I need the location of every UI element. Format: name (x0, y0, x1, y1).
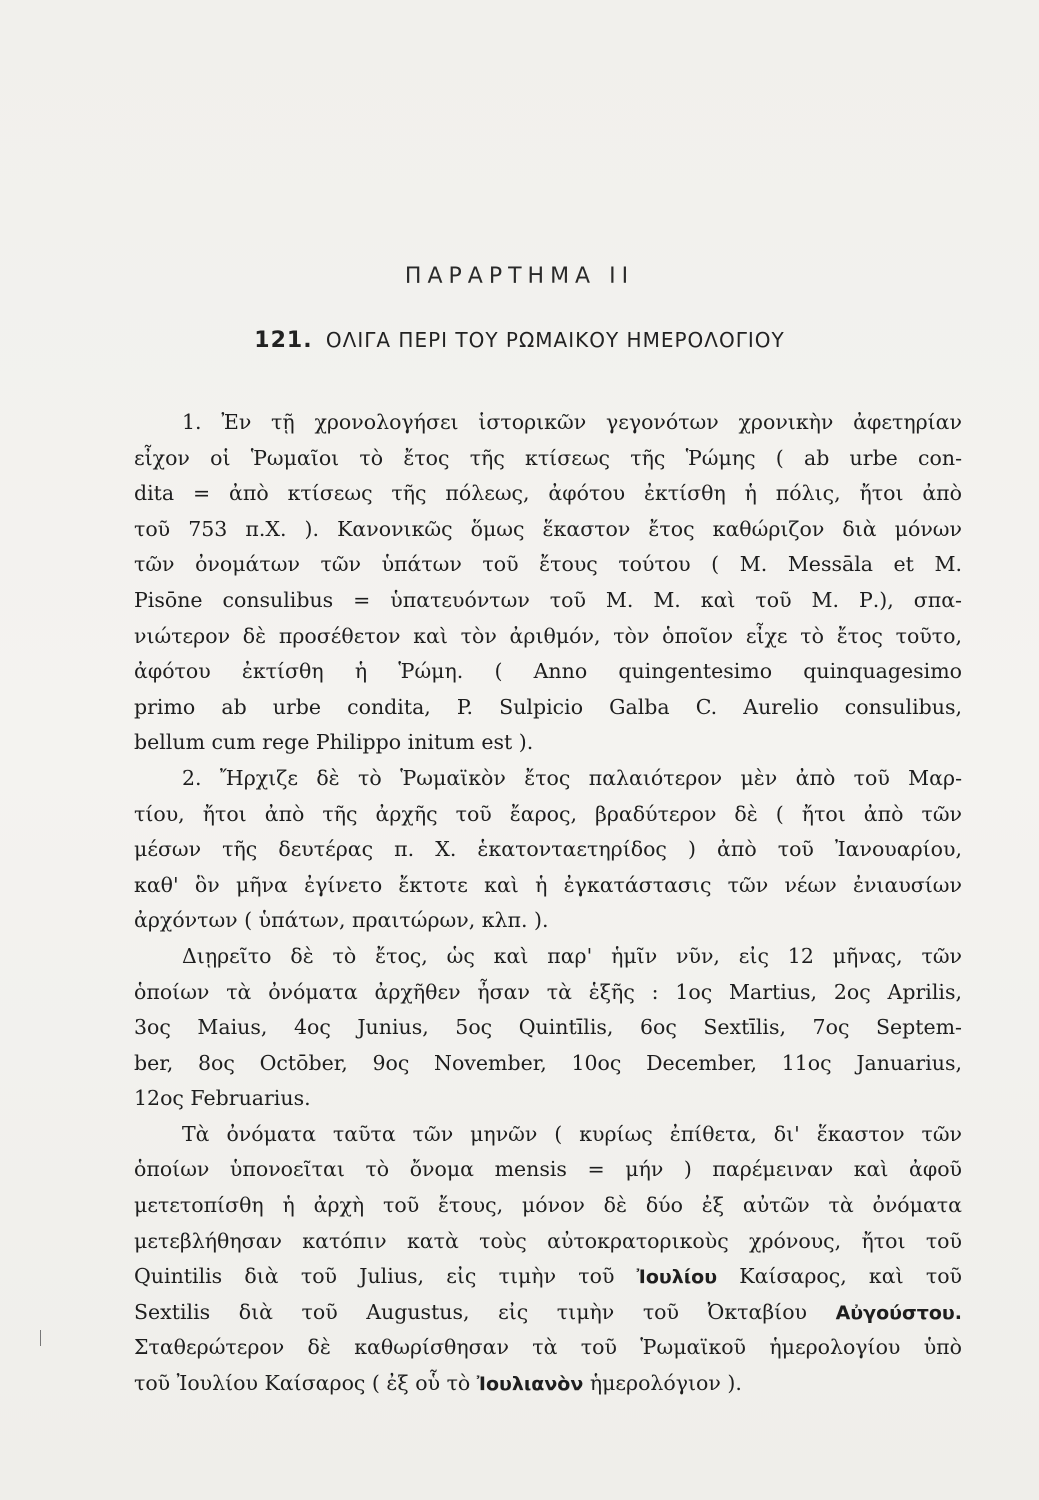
text-line: ἀφότου ἐκτίσθη ἡ Ῥώμη. ( Anno quingentesimo quinquagesimo (134, 659, 962, 684)
text-line: Τὰ ὀνόματα ταῦτα τῶν μηνῶν ( κυρίως ἐπίθετα, δι' ἕκαστον τῶν (182, 1121, 962, 1146)
text-line: primo ab urbe condita, P. Sulpicio Galba C. Aurelio consulibus, (134, 694, 962, 719)
line-segment: ἡμερολόγιον ). (589, 1371, 742, 1396)
margin-mark (40, 1330, 41, 1346)
bold-name-ioulios: Ἰουλίου (636, 1266, 718, 1289)
text-line (134, 1295, 962, 1331)
text-line (134, 1366, 962, 1402)
text-line: Σταθερώτερον δὲ καθωρίσθησαν τὰ τοῦ Ῥωμαϊκοῦ ἡμερολογίου ὑπὸ (134, 1335, 962, 1360)
text-line: ber, 8ος Octōber, 9ος November, 10ος December, 11ος Januarius, (134, 1050, 962, 1075)
text-line: Διῃρεῖτο δὲ τὸ ἔτος, ὡς καὶ παρ' ἡμῖν νῦν, εἰς 12 μῆνας, τῶν (182, 943, 962, 968)
appendix-title: ΠΑΡΑΡΤΗΜΑ ΙΙ (404, 264, 635, 289)
text-line (134, 1259, 962, 1295)
text-line: ἀρχόντων ( ὑπάτων, πραιτώρων, κλπ. ). (134, 908, 549, 933)
text-line: καθ' ὃν μῆνα ἐγίνετο ἔκτοτε καὶ ἡ ἐγκατάστασις τῶν νέων ἐνιαυσίων (134, 872, 962, 897)
text-line: ὁποίων ὑπονοεῖται τὸ ὄνομα mensis = μήν ) παρέμειναν καὶ ἀφοῦ (134, 1157, 962, 1182)
bold-name-augoustos: Αὐγούστου. (835, 1301, 962, 1324)
text-line: εἶχον οἱ Ῥωμαῖοι τὸ ἔτος τῆς κτίσεως τῆς Ῥώμης ( ab urbe con- (134, 445, 962, 470)
line-segment: Sextilis διὰ τοῦ Augustus, εἰς τιμὴν τοῦ Ὀκταβίου (134, 1299, 808, 1324)
text-line: μετετοπίσθη ἡ ἀρχὴ τοῦ ἔτους, μόνον δὲ δύο ἐξ αὐτῶν τὰ ὀνόματα (134, 1193, 962, 1218)
line-segment: Καίσαρος, καὶ τοῦ (739, 1264, 962, 1289)
bold-term-julian: Ἰουλιανὸν (476, 1373, 584, 1396)
text-line: 2. Ἤρχιζε δὲ τὸ Ῥωμαϊκὸν ἔτος παλαιότερον μὲν ἀπὸ τοῦ Μαρ- (182, 765, 962, 790)
body-text (134, 405, 962, 1402)
section-heading (0, 328, 1039, 353)
text-line: Pisōne consulibus = ὑπατευόντων τοῦ Μ. Μ. καὶ τοῦ Μ. Ρ.), σπα- (134, 587, 962, 612)
text-line: νιώτερον δὲ προσέθετον καὶ τὸν ἀριθμόν, τὸν ὁποῖον εἶχε τὸ ἔτος τοῦτο, (134, 623, 962, 648)
text-line: ὁποίων τὰ ὀνόματα ἀρχῆθεν ἦσαν τὰ ἑξῆς : 1ος Martius, 2ος Aprilis, (134, 979, 962, 1004)
text-line: τίου, ἤτοι ἀπὸ τῆς ἀρχῆς τοῦ ἔαρος, βραδύτερον δὲ ( ἤτοι ἀπὸ τῶν (134, 801, 962, 826)
section-number: 121. (254, 328, 313, 353)
text-line: dita = ἀπὸ κτίσεως τῆς πόλεως, ἀφότου ἐκτίσθη ἡ πόλις, ἤτοι ἀπὸ (134, 481, 962, 506)
text-line: 1. Ἐν τῇ χρονολογήσει ἱστορικῶν γεγονότων χρονικὴν ἀφετηρίαν (182, 410, 962, 434)
section-title: ΟΛΙΓΑ ΠΕΡΙ ΤΟΥ ΡΩΜΑΙΚΟΥ ΗΜΕΡΟΛΟΓΙΟΥ (325, 328, 785, 352)
text-line: τοῦ 753 π.Χ. ). Κανονικῶς ὅμως ἕκαστον ἔτος καθώριζον διὰ μόνων (134, 516, 962, 541)
text-line: μέσων τῆς δευτέρας π. Χ. ἑκατονταετηρίδος ) ἀπὸ τοῦ Ἰανουαρίου, (134, 837, 962, 862)
line-segment: τοῦ Ἰουλίου Καίσαρος ( ἐξ οὗ τὸ (134, 1371, 471, 1396)
text-line: 3ος Maius, 4ος Junius, 5ος Quintīlis, 6ος Sextīlis, 7ος Septem- (134, 1015, 962, 1040)
text-line: μετεβλήθησαν κατόπιν κατὰ τοὺς αὐτοκρατορικοὺς χρόνους, ἤτοι τοῦ (134, 1228, 962, 1253)
text-line: bellum cum rege Philippo initum est ). (134, 730, 534, 755)
line-segment: Quintilis διὰ τοῦ Julius, εἰς τιμὴν τοῦ (134, 1264, 615, 1289)
text-line: 12ος Februarius. (134, 1086, 311, 1111)
text-line: τῶν ὀνομάτων τῶν ὑπάτων τοῦ ἔτους τούτου ( M. Messāla et M. (134, 552, 962, 577)
